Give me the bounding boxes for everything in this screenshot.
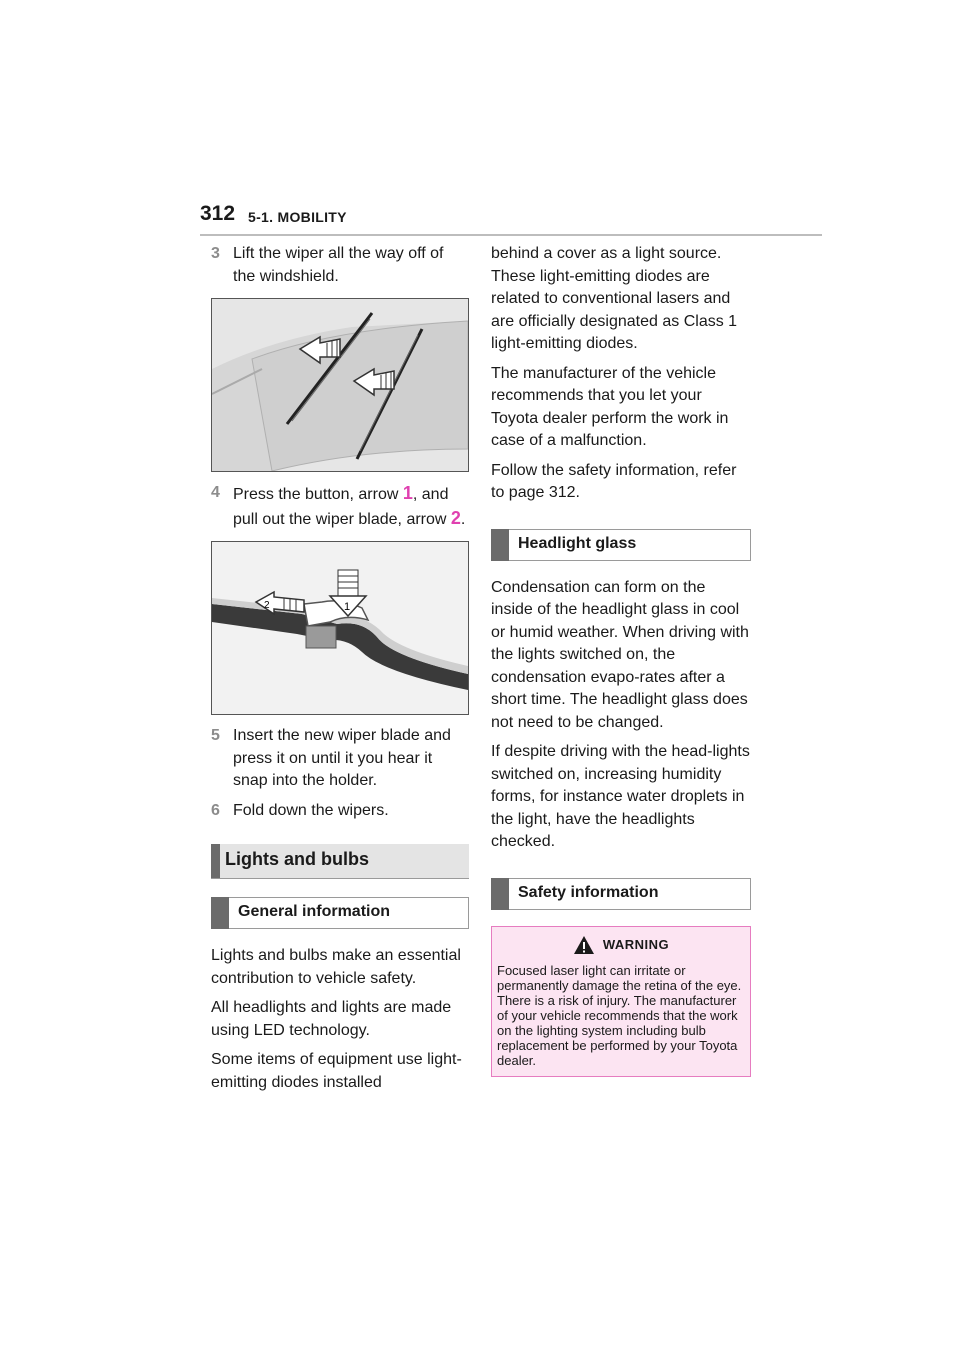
paragraph: Lights and bulbs make an essential contribution to vehicle safety. bbox=[211, 947, 461, 987]
heading-safety-information bbox=[491, 878, 751, 910]
wiper-windshield-illustration bbox=[212, 299, 468, 471]
paragraph: Follow the safety information, refer to page 312. bbox=[491, 461, 737, 501]
step-text bbox=[233, 482, 469, 531]
warning-box bbox=[491, 926, 751, 1077]
step-number: 4 bbox=[211, 484, 220, 501]
step-text: Fold down the wipers. bbox=[233, 801, 389, 819]
arrow-number-1: 1 bbox=[402, 483, 413, 503]
step-text-part: . bbox=[460, 510, 466, 528]
step-text-part: , and pull out the wiper blade, arrow bbox=[233, 486, 451, 528]
warning-text: Focused laser light can irritate or permanently damage the retina of the eye. There is a risk of injury. The manufacturer of your vehicle recommends that the work on the lighting system including bulb replacement be performed by your Toyota dealer. bbox=[497, 962, 742, 1068]
step-number: 5 bbox=[211, 727, 220, 744]
paragraph: behind a cover as a light source. These light-emitting diodes are related to conventional lasers and are officially designated as Class 1 light-emitting diodes. bbox=[491, 245, 738, 352]
paragraph: All headlights and lights are made using LED technology. bbox=[211, 999, 452, 1039]
heading-label: General information bbox=[238, 903, 391, 920]
heading-lights-and-bulbs bbox=[211, 844, 469, 879]
step-text: Lift the wiper all the way off of the windshield. bbox=[233, 245, 444, 285]
warning-title: WARNING bbox=[602, 937, 670, 952]
wiper-blade-illustration bbox=[212, 542, 468, 714]
figure-label: 1 bbox=[344, 601, 351, 613]
right-column bbox=[491, 243, 751, 1077]
paragraph: Condensation can form on the inside of the headlight glass in cool or humid weather. When driving with the lights switched on, the condensation evapo-rates after a short time. The headlight glass does not need to be changed. bbox=[491, 578, 749, 731]
page-number: 312 bbox=[200, 202, 236, 225]
figure-wiper-blade bbox=[211, 541, 469, 715]
heading-general-information bbox=[211, 897, 469, 929]
paragraph: If despite driving with the head-lights switched on, increasing humidity forms, for instance water droplets in the light, have the headlights checked. bbox=[491, 743, 750, 850]
heading-label: Safety information bbox=[518, 883, 659, 901]
paragraph: Some items of equipment use light-emitting diodes installed bbox=[211, 1051, 462, 1091]
step-number: 3 bbox=[211, 245, 220, 262]
warning-triangle-icon bbox=[573, 935, 595, 955]
step-5 bbox=[211, 725, 469, 793]
step-number: 6 bbox=[211, 801, 220, 819]
paragraph: The manufacturer of the vehicle recommends that you let your Toyota dealer perform the work in case of a malfunction. bbox=[491, 364, 729, 449]
figure-label: 2 bbox=[264, 600, 270, 611]
heading-label: Lights and bulbs bbox=[225, 849, 369, 869]
warning-header bbox=[497, 935, 745, 955]
heading-headlight-glass bbox=[491, 529, 751, 561]
page-header bbox=[200, 200, 822, 236]
section-title: 5-1. MOBILITY bbox=[248, 209, 347, 225]
step-text: Insert the new wiper blade and press it on until it you hear it snap into the holder. bbox=[233, 727, 451, 789]
arrow-number-2: 2 bbox=[450, 507, 461, 528]
step-text-part: Press the button, arrow bbox=[233, 486, 403, 503]
step-3 bbox=[211, 243, 469, 288]
step-6 bbox=[211, 800, 469, 823]
step-4 bbox=[211, 482, 469, 531]
left-column bbox=[211, 243, 469, 1101]
figure-wipers-raised bbox=[211, 298, 469, 472]
heading-label: Headlight glass bbox=[518, 534, 637, 552]
